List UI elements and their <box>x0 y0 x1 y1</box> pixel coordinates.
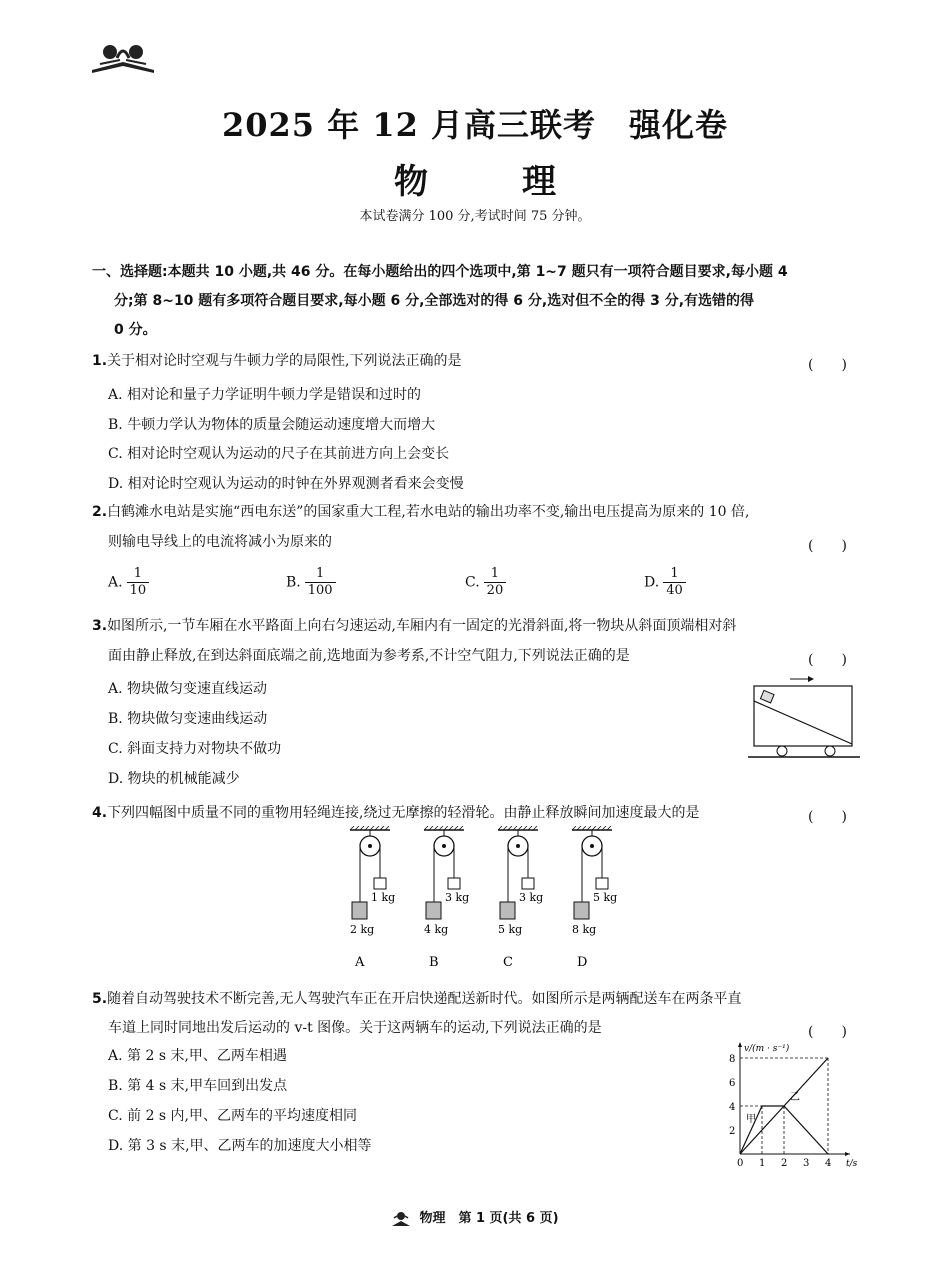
mass-big-label-A: 2 kg <box>350 923 375 936</box>
mass-small-D <box>596 878 608 889</box>
mass-small-C <box>522 878 534 889</box>
series-label-1: 乙 <box>790 1092 800 1103</box>
section-line-2: 分;第 8~10 题有多项符合题目要求,每小题 6 分,全部选对的得 6 分,选对但不全的得 3 分,有选错的得 <box>114 293 755 309</box>
mass-big-C <box>500 902 515 919</box>
q4-answer-paren: ( ) <box>808 809 847 825</box>
section-line-3: 0 分。 <box>114 322 157 338</box>
q3-option-a: A. 物块做匀变速直线运动 <box>108 681 268 697</box>
q1-option-b: B. 牛顿力学认为物体的质量会随运动速度增大而增大 <box>108 417 436 433</box>
x-tick-4: 4 <box>825 1158 832 1169</box>
q2-option-a-letter: A. <box>108 574 123 591</box>
q3-option-d: D. 物块的机械能减少 <box>108 771 240 787</box>
q3-option-c: C. 斜面支持力对物块不做功 <box>108 741 282 757</box>
q2-option-b <box>286 566 336 599</box>
mass-big-D <box>574 902 589 919</box>
q4-stem <box>92 799 700 828</box>
q4-text: 下列四幅图中质量不同的重物用轻绳连接,绕过无摩擦的轻滑轮。由静止释放瞬间加速度最大的是 <box>107 805 700 821</box>
q2-stem-1 <box>92 498 749 527</box>
q3-number: 3. <box>92 618 108 634</box>
mass-big-B <box>426 902 441 919</box>
exam-title: 2025 年 12 月高三联考 强化卷 <box>221 106 729 144</box>
x-tick-0: 0 <box>737 1158 744 1169</box>
q1-number: 1. <box>92 353 108 369</box>
q5-option-c: C. 前 2 s 内,甲、乙两车的平均速度相同 <box>108 1108 358 1124</box>
q5-option-b: B. 第 4 s 末,甲车回到出发点 <box>108 1078 288 1094</box>
q2-option-a-num: 1 <box>133 566 142 581</box>
q2-option-b-den: 100 <box>305 582 336 599</box>
q1-text: 关于相对论时空观与牛顿力学的局限性,下列说法正确的是 <box>107 353 462 369</box>
x-axis-label: t/s <box>846 1159 858 1169</box>
q2-option-a-den: 10 <box>127 582 150 599</box>
section-line-1: 一、选择题:本题共 10 小题,共 46 分。在每小题给出的四个选项中,第 1~7 题只有一项符合题目要求,每小题 4 <box>92 264 788 280</box>
q4-pulley-figures <box>340 826 640 976</box>
q3-answer-paren: ( ) <box>808 652 847 668</box>
y-tick-6: 6 <box>729 1078 736 1089</box>
mass-big-label-C: 5 kg <box>498 923 523 936</box>
q5-vt-chart <box>724 1038 869 1170</box>
mass-small-label-B: 3 kg <box>445 891 470 904</box>
y-tick-2: 2 <box>729 1126 736 1137</box>
q3-stem-2: 面由静止释放,在到达斜面底端之前,选地面为参考系,不计空气阻力,下列说法正确的是 <box>108 648 630 664</box>
footer-logo-icon <box>391 1210 411 1228</box>
q1-answer-paren: ( ) <box>808 357 847 373</box>
q1-option-a: A. 相对论和量子力学证明牛顿力学是错误和过时的 <box>108 387 422 403</box>
footer-text: 物理 第 1 页(共 6 页) <box>419 1211 559 1226</box>
q5-number: 5. <box>92 991 108 1007</box>
q1-stem <box>92 347 462 376</box>
q5-option-d: D. 第 3 s 末,甲、乙两车的加速度大小相等 <box>108 1138 372 1154</box>
q2-number: 2. <box>92 504 108 520</box>
q2-option-d-den: 40 <box>663 582 686 599</box>
q2-stem-2: 则输电导线上的电流将减小为原来的 <box>108 534 332 550</box>
y-tick-8: 8 <box>729 1054 736 1065</box>
q2-option-a <box>108 566 149 599</box>
figure-letter-C: C <box>503 955 513 970</box>
q2-option-b-letter: B. <box>286 574 301 591</box>
q3-option-b: B. 物块做匀变速曲线运动 <box>108 711 268 727</box>
q3-stem-1 <box>92 612 736 641</box>
q4-number: 4. <box>92 805 108 821</box>
q2-option-b-num: 1 <box>316 566 325 581</box>
figure-letter-D: D <box>577 955 588 970</box>
publisher-logo <box>90 40 156 74</box>
exam-note: 本试卷满分 100 分,考试时间 75 分钟。 <box>359 209 591 224</box>
mass-small-B <box>448 878 460 889</box>
mass-small-label-D: 5 kg <box>593 891 618 904</box>
q2-option-c-num: 1 <box>490 566 500 581</box>
figure-letter-A: A <box>355 955 365 970</box>
mass-small-label-C: 3 kg <box>519 891 544 904</box>
q2-option-c-den: 20 <box>484 582 507 599</box>
q4-pulley-svg <box>340 826 640 976</box>
q2-option-d-letter: D. <box>644 574 660 591</box>
q5-answer-paren: ( ) <box>808 1024 847 1040</box>
x-tick-2: 2 <box>781 1158 788 1169</box>
q2-option-c-letter: C. <box>465 574 480 591</box>
q5-text-1: 随着自动驾驶技术不断完善,无人驾驶汽车正在开启快递配送新时代。如图所示是两辆配送车在两条平直 <box>107 991 742 1007</box>
x-tick-3: 3 <box>803 1158 810 1169</box>
mass-small-label-A: 1 kg <box>371 891 396 904</box>
subject-title: 物 理 <box>394 162 586 202</box>
y-tick-4: 4 <box>729 1102 736 1113</box>
mass-big-label-B: 4 kg <box>424 923 449 936</box>
q1-option-c: C. 相对论时空观认为运动的尺子在其前进方向上会变长 <box>108 446 450 462</box>
q3-train-figure <box>748 676 860 760</box>
q2-option-c <box>465 566 506 599</box>
q5-stem-1 <box>92 985 742 1014</box>
series-label-0: 甲 <box>746 1114 756 1125</box>
page-footer <box>0 1207 950 1228</box>
q1-option-d: D. 相对论时空观认为运动的时钟在外界观测者看来会变慢 <box>108 476 464 492</box>
q2-option-d <box>644 566 686 599</box>
figure-letter-B: B <box>429 955 439 970</box>
mass-big-A <box>352 902 367 919</box>
mass-big-label-D: 8 kg <box>572 923 597 936</box>
mass-small-A <box>374 878 386 889</box>
q2-text-1: 白鹤滩水电站是实施“西电东送”的国家重大工程,若水电站的输出功率不变,输出电压提高为原来的 10 倍, <box>107 504 750 520</box>
q2-option-d-num: 1 <box>670 566 679 581</box>
q5-stem-2: 车道上同时同地出发后运动的 v-t 图像。关于这两辆车的运动,下列说法正确的是 <box>108 1020 602 1036</box>
y-axis-label: v/(m · s⁻¹) <box>744 1044 790 1054</box>
q5-option-a: A. 第 2 s 末,甲、乙两车相遇 <box>108 1048 287 1064</box>
section-instructions <box>92 258 867 345</box>
x-tick-1: 1 <box>759 1158 766 1169</box>
q2-answer-paren: ( ) <box>808 538 847 554</box>
q3-text-1: 如图所示,一节车厢在水平路面上向右匀速运动,车厢内有一固定的光滑斜面,将一物块从斜面顶端相对斜 <box>107 618 737 634</box>
